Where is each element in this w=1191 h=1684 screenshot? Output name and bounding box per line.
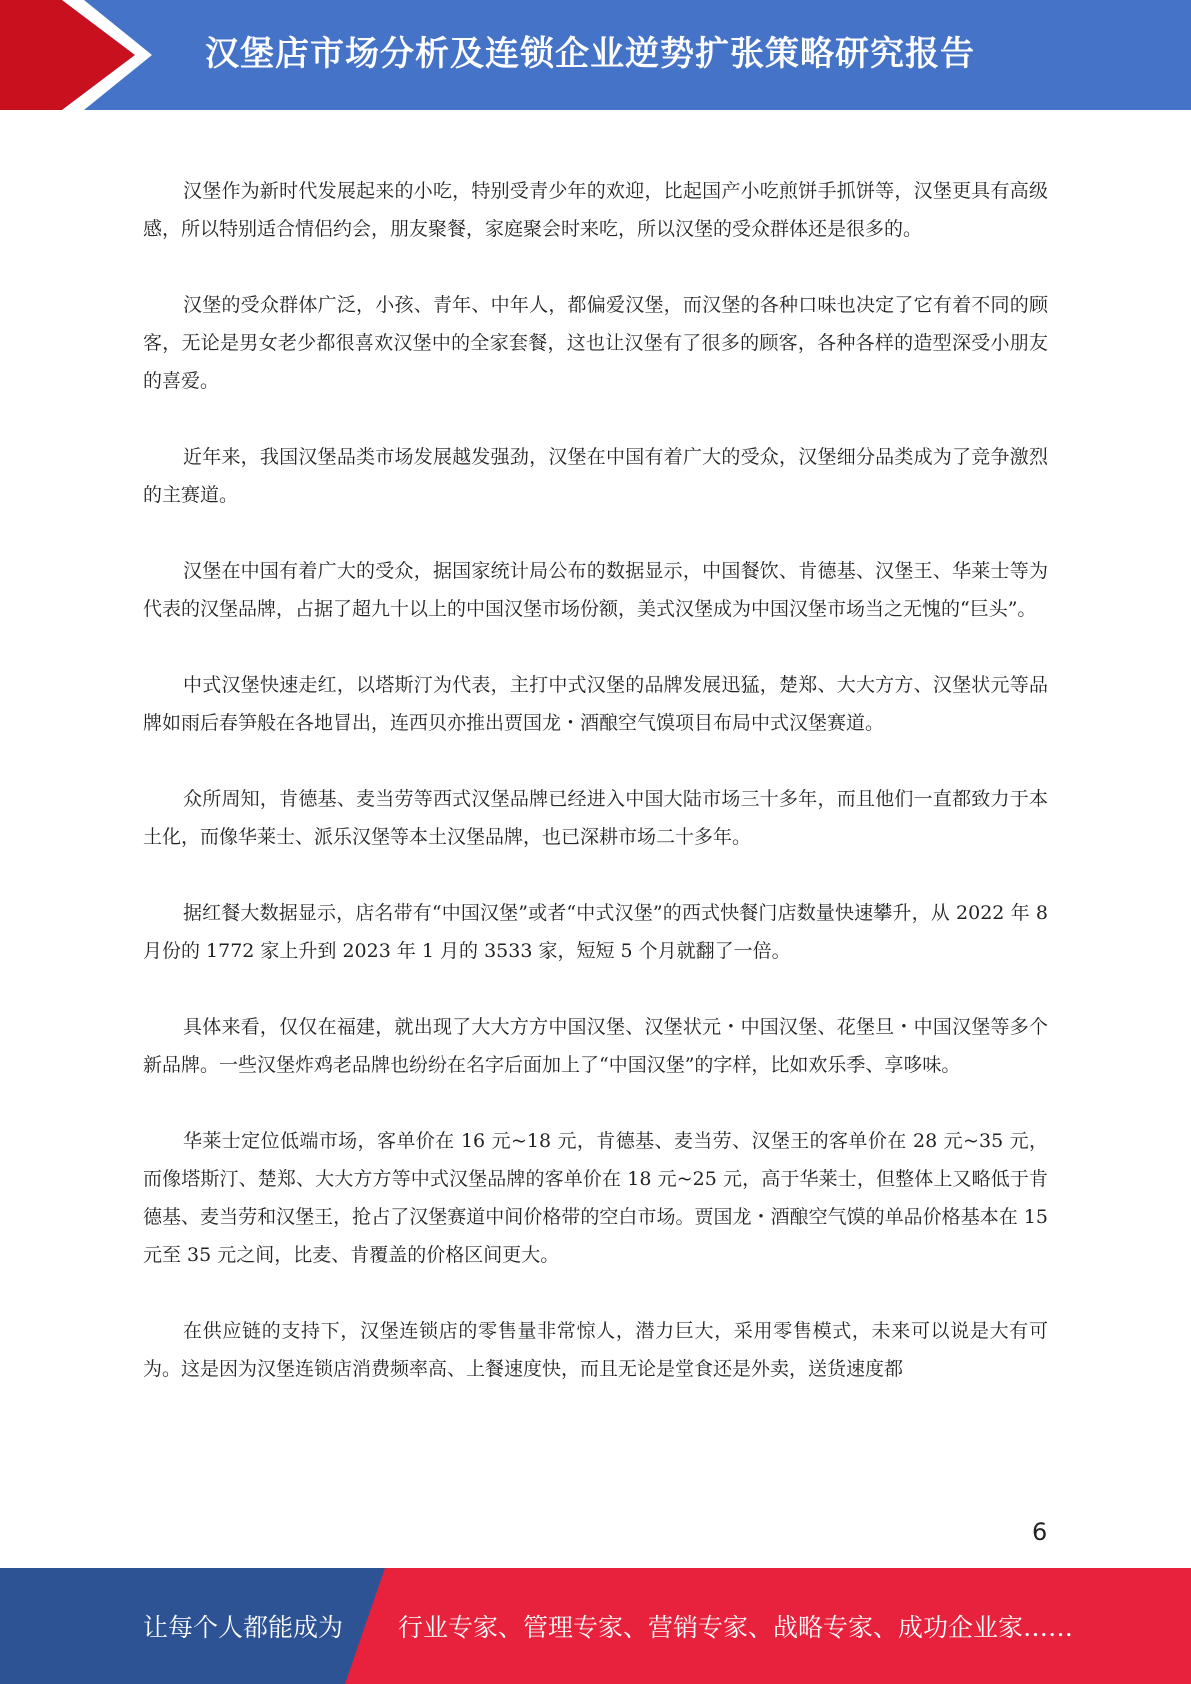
page-footer [0, 1568, 1191, 1684]
footer-slogan-left: 让每个人都能成为 [143, 1613, 344, 1642]
paragraph: 汉堡的受众群体广泛，小孩、青年、中年人，都偏爱汉堡，而汉堡的各种口味也决定了它有着不同的顾客，无论是男女老少都很喜欢汉堡中的全家套餐，这也让汉堡有了很多的顾客，各种各样的造型深受小朋友的喜爱。 [143, 294, 1048, 392]
paragraph: 众所周知，肯德基、麦当劳等西式汉堡品牌已经进入中国大陆市场三十多年，而且他们一直都致力于本土化，而像华莱士、派乐汉堡等本土汉堡品牌，也已深耕市场二十多年。 [143, 788, 1048, 848]
paragraph: 汉堡在中国有着广大的受众，据国家统计局公布的数据显示，中国餐饮、肯德基、汉堡王、华莱士等为代表的汉堡品牌，占据了超九十以上的中国汉堡市场份额，美式汉堡成为中国汉堡市场当之无愧的“巨头”。 [143, 560, 1048, 620]
paragraph: 中式汉堡快速走红，以塔斯汀为代表，主打中式汉堡的品牌发展迅猛，楚郑、大大方方、汉堡状元等品牌如雨后春笋般在各地冒出，连西贝亦推出贾国龙・酒酿空气馍项目布局中式汉堡赛道。 [143, 674, 1048, 734]
paragraph: 汉堡作为新时代发展起来的小吃，特别受青少年的欢迎，比起国产小吃煎饼手抓饼等，汉堡更具有高级感，所以特别适合情侣约会，朋友聚餐，家庭聚会时来吃，所以汉堡的受众群体还是很多的。 [143, 180, 1048, 240]
page-number: 6 [1032, 1518, 1048, 1546]
paragraph: 近年来，我国汉堡品类市场发展越发强劲，汉堡在中国有着广大的受众，汉堡细分品类成为了竞争激烈的主赛道。 [143, 446, 1048, 506]
report-title: 汉堡店市场分析及连锁企业逆势扩张策略研究报告 [205, 34, 975, 74]
paragraph: 具体来看，仅仅在福建，就出现了大大方方中国汉堡、汉堡状元・中国汉堡、花堡旦・中国汉堡等多个新品牌。一些汉堡炸鸡老品牌也纷纷在名字后面加上了“中国汉堡”的字样，比如欢乐季、享哆味。 [143, 1016, 1048, 1076]
paragraph: 据红餐大数据显示，店名带有“中国汉堡”或者“中式汉堡”的西式快餐门店数量快速攀升，从 2022 年 8 月份的 1772 家上升到 2023 年 1 月的 3533 家，短短 5 个月就翻了一倍。 [143, 902, 1048, 962]
paragraph: 在供应链的支持下，汉堡连锁店的零售量非常惊人，潜力巨大，采用零售模式，未来可以说是大有可为。这是因为汉堡连锁店消费频率高、上餐速度快，而且无论是堂食还是外卖，送货速度都 [143, 1320, 1048, 1380]
page-header [0, 0, 1191, 110]
paragraph: 华莱士定位低端市场，客单价在 16 元~18 元，肯德基、麦当劳、汉堡王的客单价在 28 元~35 元，而像塔斯汀、楚郑、大大方方等中式汉堡品牌的客单价在 18 元~25 元，高于华莱士，但整体上又略低于肯德基、麦当劳和汉堡王，抢占了汉堡赛道中间价格带的空白市场。贾国龙・酒酿空气馍的单品价格基本在 15 元至 35 元之间，比麦、肯覆盖的价格区间更大。 [143, 1130, 1048, 1266]
body-text [143, 172, 1048, 1426]
footer-slogan-right: 行业专家、管理专家、营销专家、战略专家、成功企业家…… [398, 1613, 1074, 1642]
